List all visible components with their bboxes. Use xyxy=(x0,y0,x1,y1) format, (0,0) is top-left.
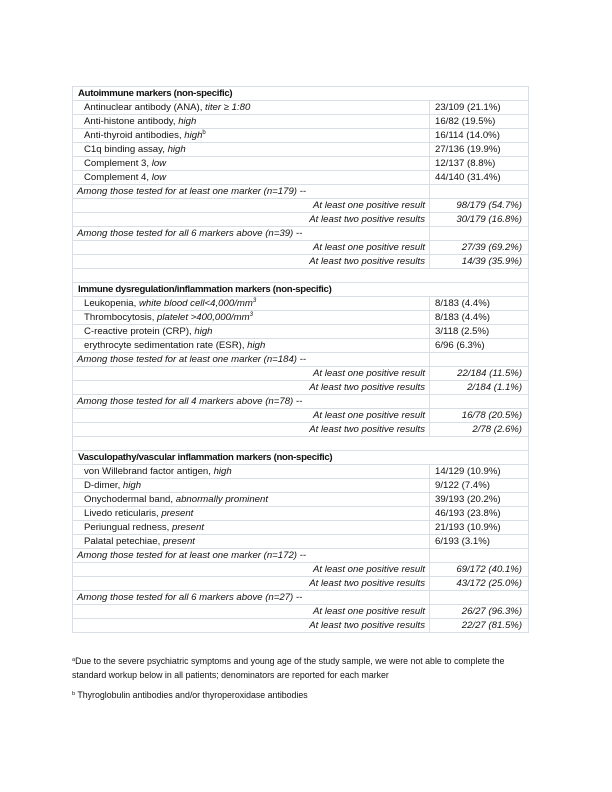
group-heading-empty xyxy=(430,549,529,563)
marker-row xyxy=(73,311,529,325)
section-title: Immune dysregulation/inflammation markers (non-specific) xyxy=(73,283,529,297)
group-heading-row xyxy=(73,353,529,367)
summary-row xyxy=(73,255,529,269)
marker-row xyxy=(73,297,529,311)
summary-row xyxy=(73,423,529,437)
marker-row xyxy=(73,171,529,185)
marker-label-cell xyxy=(73,157,430,171)
marker-name: Thrombocytosis, xyxy=(84,312,158,323)
marker-row xyxy=(73,521,529,535)
marker-label-cell xyxy=(73,521,430,535)
group-heading-row xyxy=(73,549,529,563)
summary-value: 69/172 (40.1%) xyxy=(430,563,529,577)
marker-label-cell xyxy=(73,171,430,185)
marker-value: 16/114 (14.0%) xyxy=(430,129,529,143)
marker-row xyxy=(73,479,529,493)
marker-name: Periungual redness, xyxy=(84,522,172,533)
marker-row xyxy=(73,493,529,507)
section-header-row xyxy=(73,283,529,297)
group-heading: Among those tested for at least one marker (n=172) -- xyxy=(73,549,430,563)
marker-name: erythrocyte sedimentation rate (ESR), xyxy=(84,340,248,351)
marker-qualifier: present xyxy=(162,536,195,547)
marker-label-cell xyxy=(73,325,430,339)
marker-name: C-reactive protein (CRP), xyxy=(84,326,195,337)
summary-value: 2/78 (2.6%) xyxy=(430,423,529,437)
markers-table-body xyxy=(73,87,529,633)
marker-qualifier: titer ≥ 1:80 xyxy=(205,102,251,113)
marker-value: 27/136 (19.9%) xyxy=(430,143,529,157)
group-heading-empty xyxy=(430,185,529,199)
summary-value: 26/27 (96.3%) xyxy=(430,605,529,619)
summary-row xyxy=(73,367,529,381)
summary-label: At least one positive result xyxy=(73,409,430,423)
footnote-a-line2: standard workup below in all patients; denominators are reported for each marker xyxy=(72,669,389,680)
summary-row xyxy=(73,213,529,227)
summary-label: At least two positive results xyxy=(73,619,430,633)
marker-label-cell xyxy=(73,465,430,479)
marker-qualifier: high xyxy=(122,480,142,491)
marker-label-cell xyxy=(73,143,430,157)
group-heading: Among those tested for at least one marker (n=179) -- xyxy=(73,185,430,199)
marker-row xyxy=(73,129,529,143)
marker-row xyxy=(73,157,529,171)
spacer-cell xyxy=(73,437,529,451)
marker-label-cell xyxy=(73,297,430,311)
marker-value: 6/193 (3.1%) xyxy=(430,535,529,549)
summary-row xyxy=(73,563,529,577)
summary-row xyxy=(73,381,529,395)
marker-row xyxy=(73,507,529,521)
marker-row xyxy=(73,465,529,479)
marker-qualifier: high xyxy=(167,144,186,155)
marker-value: 46/193 (23.8%) xyxy=(430,507,529,521)
section-title: Autoimmune markers (non-specific) xyxy=(73,87,529,101)
marker-row xyxy=(73,325,529,339)
footnote-b-text: Thyroglobulin antibodies and/or thyroperoxidase antibodies xyxy=(77,690,308,700)
group-heading: Among those tested for all 6 markers above (n=27) -- xyxy=(73,591,430,605)
section-header-row xyxy=(73,87,529,101)
marker-value: 21/193 (10.9%) xyxy=(430,521,529,535)
footnote-b xyxy=(72,689,542,703)
marker-label-cell xyxy=(73,339,430,353)
marker-qualifier: high xyxy=(247,340,266,351)
spacer-cell xyxy=(73,269,529,283)
summary-value: 14/39 (35.9%) xyxy=(430,255,529,269)
summary-label: At least one positive result xyxy=(73,199,430,213)
marker-label-cell xyxy=(73,311,430,325)
summary-value: 16/78 (20.5%) xyxy=(430,409,529,423)
marker-qualifier: high xyxy=(213,466,232,477)
summary-row xyxy=(73,605,529,619)
group-heading: Among those tested for all 6 markers above (n=39) -- xyxy=(73,227,430,241)
marker-label-cell xyxy=(73,493,430,507)
group-heading: Among those tested for all 4 markers above (n=78) -- xyxy=(73,395,430,409)
marker-name: Complement 3, xyxy=(84,158,152,169)
marker-name: Antinuclear antibody (ANA), xyxy=(84,102,206,113)
marker-value: 3/118 (2.5%) xyxy=(430,325,529,339)
summary-label: At least two positive results xyxy=(73,213,430,227)
group-heading-row xyxy=(73,227,529,241)
marker-value: 23/109 (21.1%) xyxy=(430,101,529,115)
marker-label-cell xyxy=(73,115,430,129)
summary-label: At least two positive results xyxy=(73,577,430,591)
summary-label: At least two positive results xyxy=(73,381,430,395)
summary-label: At least one positive result xyxy=(73,241,430,255)
marker-name: Livedo reticularis, xyxy=(84,508,162,519)
marker-name: Leukopenia, xyxy=(84,298,139,309)
summary-row xyxy=(73,619,529,633)
summary-row xyxy=(73,241,529,255)
marker-qualifier: high xyxy=(194,326,213,337)
group-heading: Among those tested for at least one marker (n=184) -- xyxy=(73,353,430,367)
marker-qualifier: platelet >400,000/mm xyxy=(157,312,250,323)
marker-row xyxy=(73,115,529,129)
marker-value: 9/122 (7.4%) xyxy=(430,479,529,493)
marker-value: 8/183 (4.4%) xyxy=(430,311,529,325)
summary-label: At least two positive results xyxy=(73,423,430,437)
spacer-row xyxy=(73,437,529,451)
marker-qualifier: high xyxy=(178,116,197,127)
footnote-a-mark: a xyxy=(72,657,76,663)
footnote-a xyxy=(72,655,542,682)
qualifier-superscript: 3 xyxy=(252,298,257,304)
group-heading-row xyxy=(73,395,529,409)
qualifier-superscript: 3 xyxy=(249,312,253,318)
group-heading-row xyxy=(73,185,529,199)
group-heading-empty xyxy=(430,227,529,241)
summary-label: At least one positive result xyxy=(73,367,430,381)
marker-qualifier: low xyxy=(151,172,167,183)
marker-label-cell xyxy=(73,507,430,521)
marker-name: Anti-thyroid antibodies, xyxy=(84,130,185,141)
marker-value: 39/193 (20.2%) xyxy=(430,493,529,507)
marker-name: D-dimer, xyxy=(84,480,123,491)
section-header-row xyxy=(73,451,529,465)
marker-name: von Willebrand factor antigen, xyxy=(84,466,214,477)
markers-table xyxy=(72,86,529,633)
spacer-row xyxy=(73,269,529,283)
marker-row xyxy=(73,101,529,115)
marker-value: 44/140 (31.4%) xyxy=(430,171,529,185)
marker-qualifier: high xyxy=(184,130,203,141)
group-heading-empty xyxy=(430,591,529,605)
marker-value: 16/82 (19.5%) xyxy=(430,115,529,129)
section-title: Vasculopathy/vascular inflammation markers (non-specific) xyxy=(73,451,529,465)
summary-row xyxy=(73,199,529,213)
marker-qualifier: low xyxy=(151,158,167,169)
marker-qualifier: abnormally prominent xyxy=(175,494,268,505)
marker-label-cell xyxy=(73,479,430,493)
summary-value: 22/184 (11.5%) xyxy=(430,367,529,381)
marker-value: 6/96 (6.3%) xyxy=(430,339,529,353)
summary-value: 43/172 (25.0%) xyxy=(430,577,529,591)
summary-row xyxy=(73,409,529,423)
summary-label: At least one positive result xyxy=(73,605,430,619)
group-heading-empty xyxy=(430,395,529,409)
marker-value: 8/183 (4.4%) xyxy=(430,297,529,311)
marker-qualifier: white blood cell<4,000/mm xyxy=(138,298,253,309)
marker-value: 14/129 (10.9%) xyxy=(430,465,529,479)
marker-row xyxy=(73,143,529,157)
footnote-ref: b xyxy=(202,130,206,136)
marker-qualifier: present xyxy=(172,522,204,533)
summary-value: 22/27 (81.5%) xyxy=(430,619,529,633)
marker-value: 12/137 (8.8%) xyxy=(430,157,529,171)
group-heading-empty xyxy=(430,353,529,367)
marker-row xyxy=(73,535,529,549)
marker-name: Complement 4, xyxy=(84,172,152,183)
summary-value: 27/39 (69.2%) xyxy=(430,241,529,255)
summary-row xyxy=(73,577,529,591)
group-heading-row xyxy=(73,591,529,605)
marker-label-cell xyxy=(73,535,430,549)
marker-name: Palatal petechiae, xyxy=(84,536,163,547)
summary-label: At least two positive results xyxy=(73,255,430,269)
marker-label-cell xyxy=(73,101,430,115)
summary-label: At least one positive result xyxy=(73,563,430,577)
footnote-b-mark: b xyxy=(72,691,76,697)
marker-label-cell xyxy=(73,129,430,143)
summary-value: 30/179 (16.8%) xyxy=(430,213,529,227)
footnote-a-line1: Due to the severe psychiatric symptoms and young age of the study sample, we were not able to complete the xyxy=(75,656,505,666)
marker-row xyxy=(73,339,529,353)
marker-qualifier: present xyxy=(161,508,194,519)
marker-name: C1q binding assay, xyxy=(84,144,168,155)
marker-name: Anti-histone antibody, xyxy=(84,116,179,127)
summary-value: 2/184 (1.1%) xyxy=(430,381,529,395)
summary-value: 98/179 (54.7%) xyxy=(430,199,529,213)
marker-name: Onychodermal band, xyxy=(84,494,176,505)
